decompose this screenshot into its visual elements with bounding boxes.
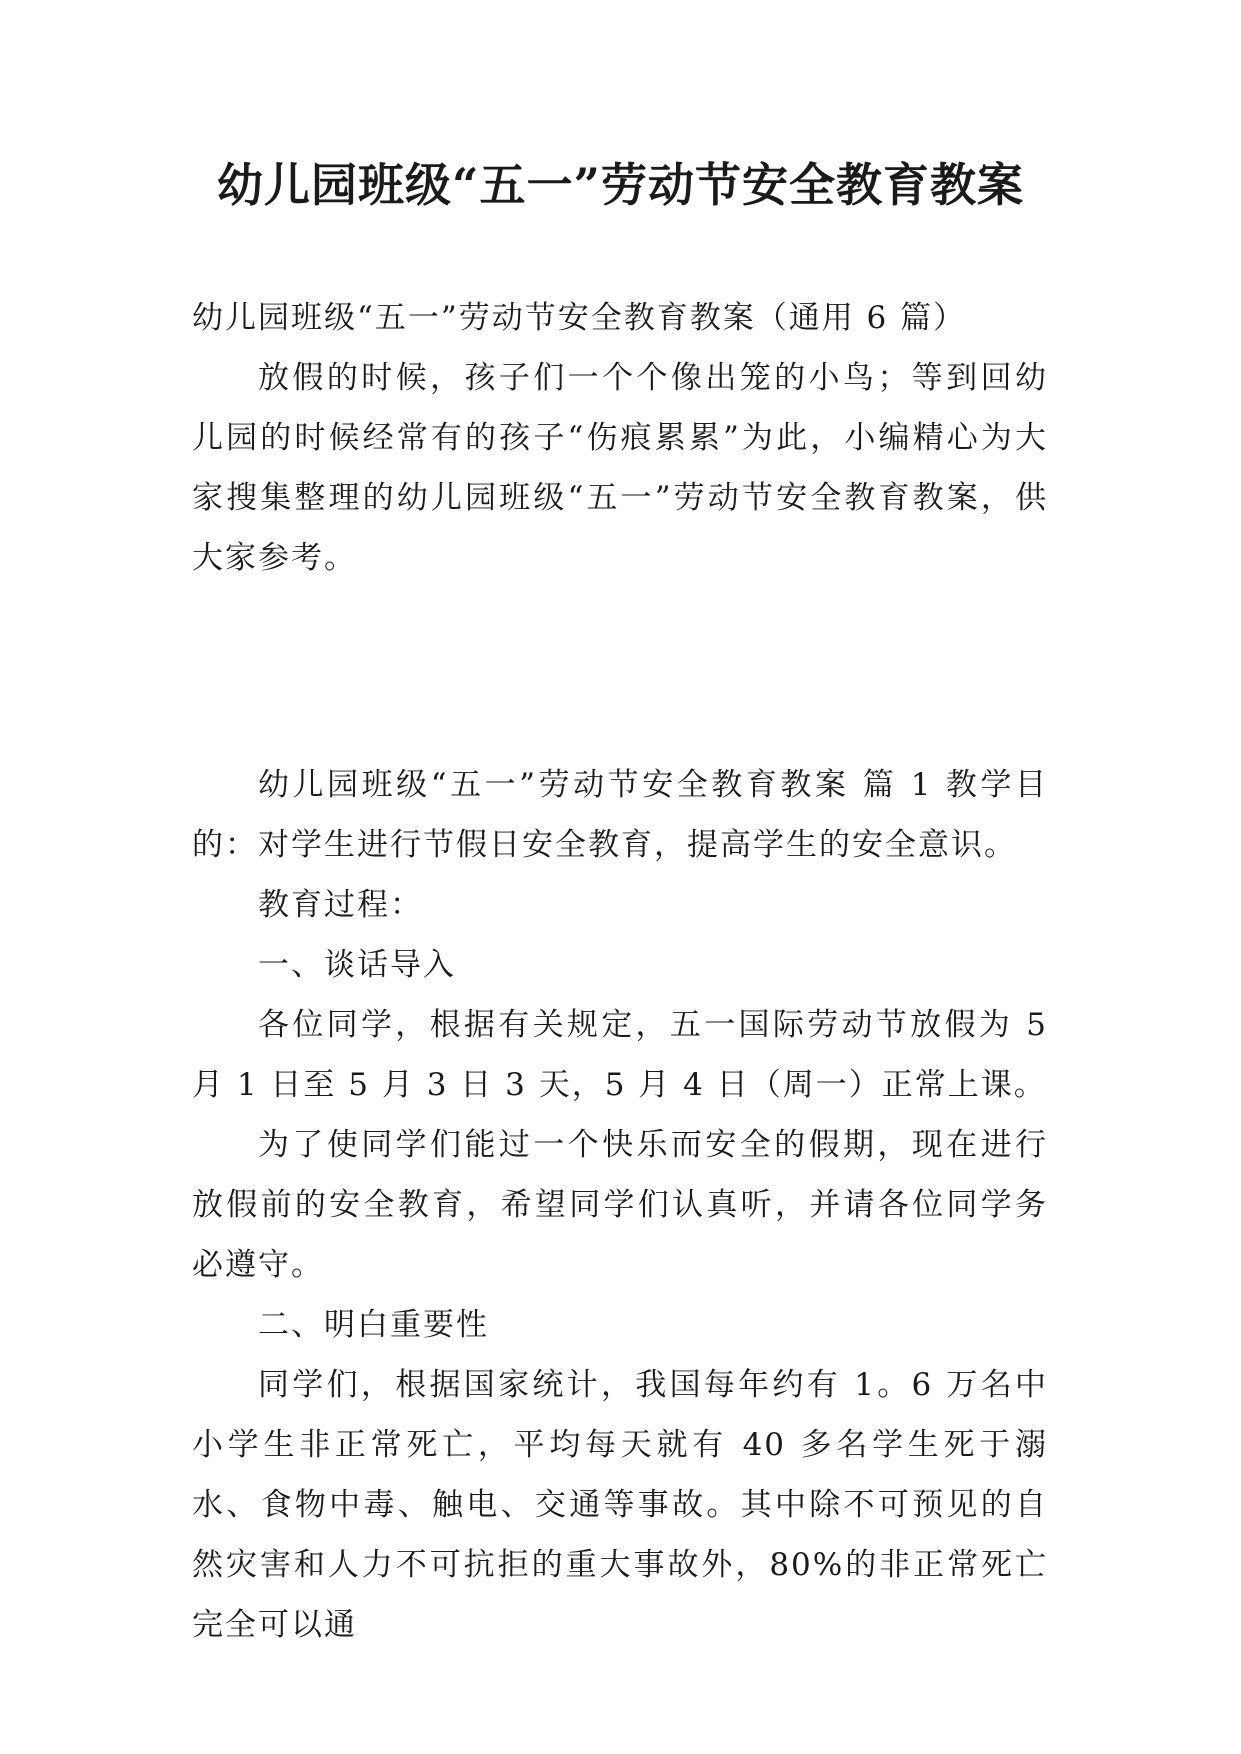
part2-title: 二、明白重要性: [258, 1307, 489, 1343]
intro-paragraph: 放假的时候，孩子们一个个像出笼的小鸟；等到回幼儿园的时候经常有的孩子“伤痕累累”为此，小编精心为大家搜集整理的幼儿园班级“五一”劳动节安全教育教案，供大家参考。: [192, 360, 1048, 576]
intro-section: [192, 288, 1048, 588]
document-title: 幼儿园班级“五一”劳动节安全教育教案: [217, 158, 1024, 212]
part1-title: 一、谈话导入: [258, 947, 456, 983]
part1-paragraph-1: 各位同学，根据有关规定，五一国际劳动节放假为 5 月 1 日至 5 月 3 日 3 天，5 月 4 日（周一）正常上课。: [192, 1007, 1048, 1103]
part2-paragraph-1: 同学们，根据国家统计，我国每年约有 1。6 万名中小学生非正常死亡，平均每天就有 40 多名学生死于溺水、食物中毒、触电、交通等事故。其中除不可预见的自然灾害和人力不可抗拒的重大事故外，80%的非正常死亡完全可以通: [192, 1367, 1048, 1643]
document-subtitle: 幼儿园班级“五一”劳动节安全教育教案（通用 6 篇）: [192, 300, 967, 336]
lesson-section-1: [192, 755, 1048, 1655]
part1-paragraph-2: 为了使同学们能过一个快乐而安全的假期，现在进行放假前的安全教育，希望同学们认真听，并请各位同学务必遵守。: [192, 1127, 1048, 1283]
section-heading: 幼儿园班级“五一”劳动节安全教育教案 篇 1 教学目的：对学生进行节假日安全教育，提高学生的安全意识。: [192, 767, 1048, 863]
process-label: 教育过程：: [258, 887, 423, 923]
